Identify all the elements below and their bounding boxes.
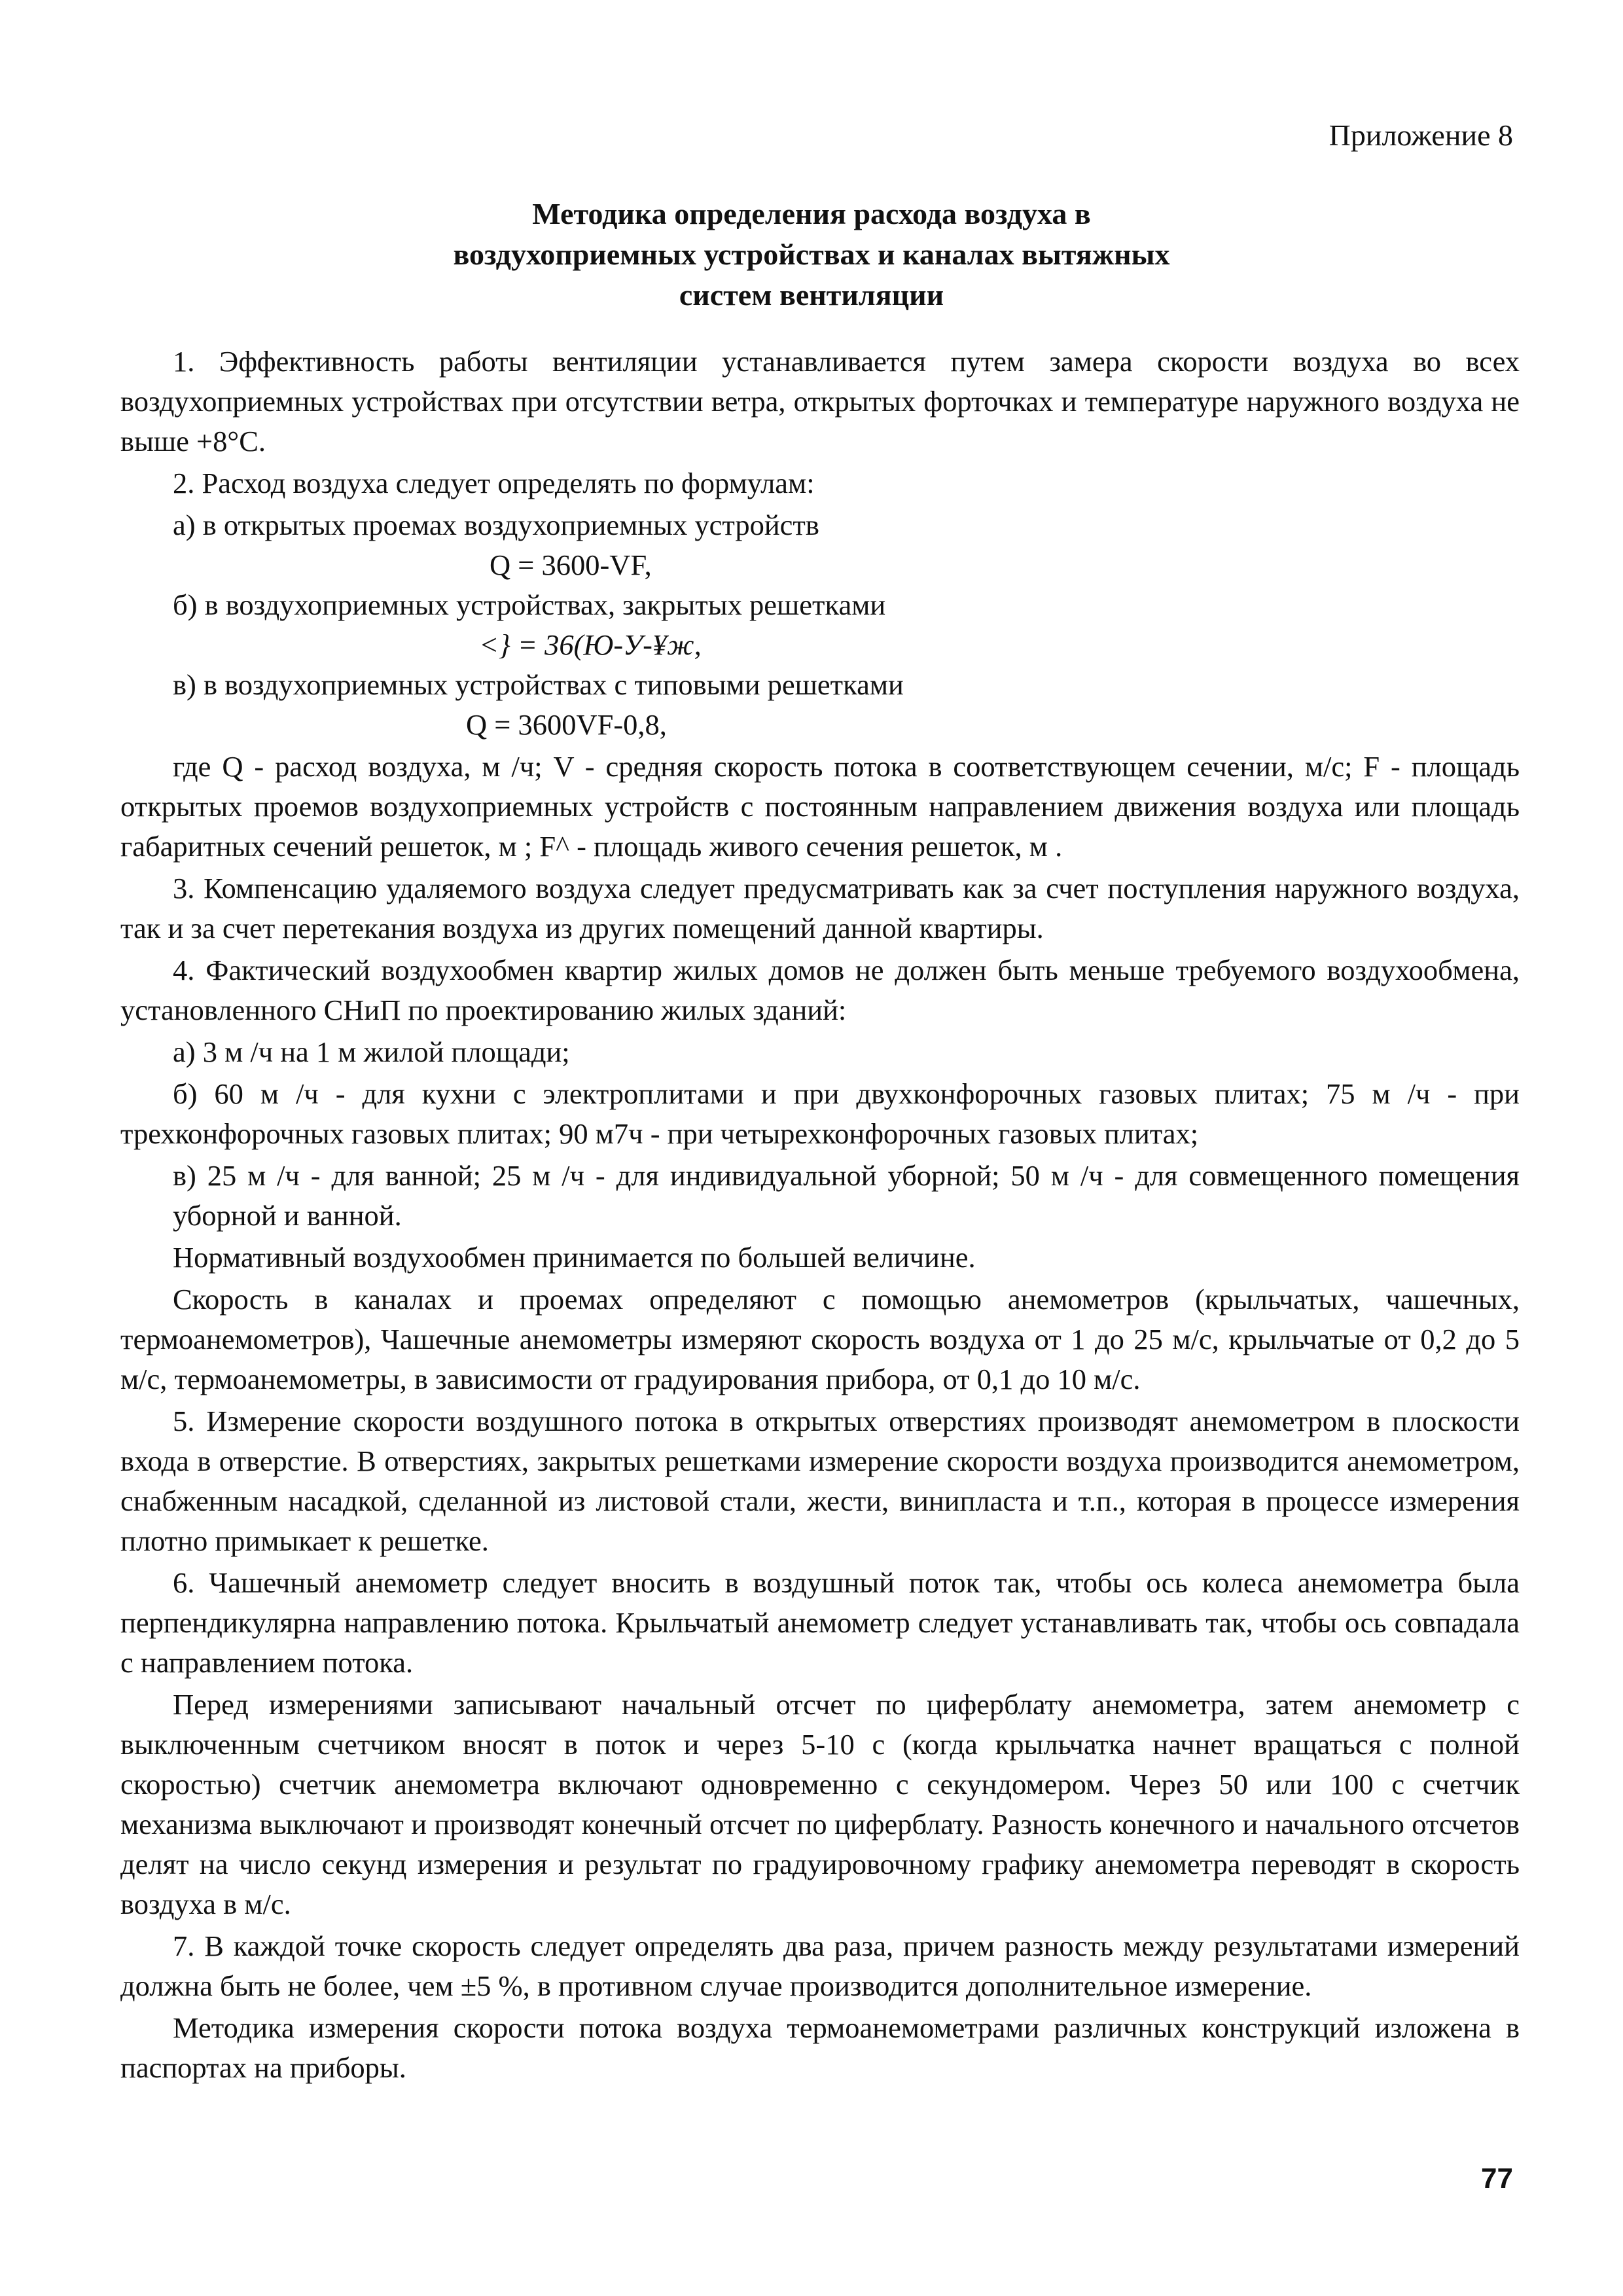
speed-paragraph: Скорость в каналах и проемах определяют с помощью анемометров (крыльчатых, чашечных, термоанемометров), Чашечные анемометры измеряют скорость воздуха от 1 до 25 м/с, крыльчатые от 0,2 до 5 м/с, термоанемометры, в зависимости от градуирования прибора, от 0,1 до 10 м/с. [120, 1283, 1520, 1395]
formula-2: <} = 36(Ю-У-¥ж, [479, 628, 702, 661]
list-item-2a: а) в открытых проемах воздухоприемных устройств [173, 509, 819, 541]
formula-1: Q = 3600-VF, [490, 548, 652, 581]
paragraph-5: 5. Измерение скорости воздушного потока в открытых отверстиях производят анемометром в плоскости входа в отверстие. В отверстиях, закрытых решетками измерение скорости воздуха производится анемометром, снабженным насадкой, сделанной из листовой стали, жести, винипласта и т.п., которая в процессе измерения плотно примыкает к решетке. [120, 1405, 1520, 1557]
list-item-4a: а) 3 м /ч на 1 м жилой площади; [173, 1035, 570, 1068]
paragraph-7: 7. В каждой точке скорость следует определять два раза, причем разность между результатами измерений должна быть не более, чем ±5 %, в противном случае производится дополнительное измерение. [120, 1929, 1520, 2002]
list-item-4b: б) 60 м /ч - для кухни с электроплитами и при двухконфорочных газовых плитах; 75 м /ч - при трехконфорочных газовых плитах; 90 м7ч - при четырехконфорочных газовых плитах; [120, 1077, 1520, 1150]
list-item-4c: в) 25 м /ч - для ванной; 25 м /ч - для индивидуальной уборной; 50 м /ч - для совмещенного помещения уборной и ванной. [173, 1159, 1520, 1232]
method-paragraph: Методика измерения скорости потока воздуха термоанемометрами различных конструкций изложена в паспортах на приборы. [120, 2011, 1520, 2084]
paragraph-2: 2. Расход воздуха следует определять по формулам: [173, 467, 815, 499]
measurement-paragraph: Перед измерениями записывают начальный отсчет по циферблату анемометра, затем анемометр с выключенным счетчиком вносят в поток и через 5-10 с (когда крыльчатка начнет вращаться с полной скоростью) счетчик анемометра включают одновременно с секундомером. Через 50 или 100 с счетчик механизма выключают и производят конечный отсчет по циферблату. Разность конечного и начального отсчетов делят на число секунд измерения и результат по градуировочному графику анемометра переводят в скорость воздуха в м/с. [120, 1688, 1520, 1920]
title-line: воздухоприемных устройствах и каналах вытяжных [453, 238, 1170, 271]
document-title [131, 194, 1492, 315]
paragraph-3: 3. Компенсацию удаляемого воздуха следует предусматривать как за счет поступления наружного воздуха, так и за счет перетекания воздуха из других помещений данной квартиры. [120, 872, 1520, 944]
normative-paragraph: Нормативный воздухообмен принимается по большей величине. [173, 1241, 976, 1274]
document-body [120, 342, 1520, 2088]
formula-3: Q = 3600VF-0,8, [466, 708, 667, 741]
appendix-label: Приложение 8 [1329, 118, 1513, 152]
list-item-2c: в) в воздухоприемных устройствах с типовыми решетками [173, 668, 904, 701]
list-item-2b: б) в воздухоприемных устройствах, закрытых решетками [173, 588, 886, 621]
paragraph-4: 4. Фактический воздухообмен квартир жилых домов не должен быть меньше требуемого воздухообмена, установленного СНиП по проектированию жилых зданий: [120, 954, 1520, 1026]
title-line: систем вентиляции [679, 278, 944, 312]
title-line: Методика определения расхода воздуха в [532, 197, 1091, 230]
definitions-paragraph: где Q - расход воздуха, м /ч; V - средняя скорость потока в соответствующем сечении, м/с; F - площадь открытых проемов воздухоприемных устройств с постоянным направлением движения воздуха или площадь габаритных сечений решеток, м ; F^ - площадь живого сечения решеток, м . [120, 750, 1520, 863]
page-number: 77 [1481, 2162, 1513, 2195]
paragraph-6: 6. Чашечный анемометр следует вносить в воздушный поток так, чтобы ось колеса анемометра была перпендикулярна направлению потока. Крыльчатый анемометр следует устанавливать так, чтобы ось совпадала с направлением потока. [120, 1566, 1520, 1679]
paragraph-1: 1. Эффективность работы вентиляции устанавливается путем замера скорости воздуха во всех воздухоприемных устройствах при отсутствии ветра, открытых форточках и температуре наружного воздуха не выше +8°С. [120, 345, 1520, 457]
